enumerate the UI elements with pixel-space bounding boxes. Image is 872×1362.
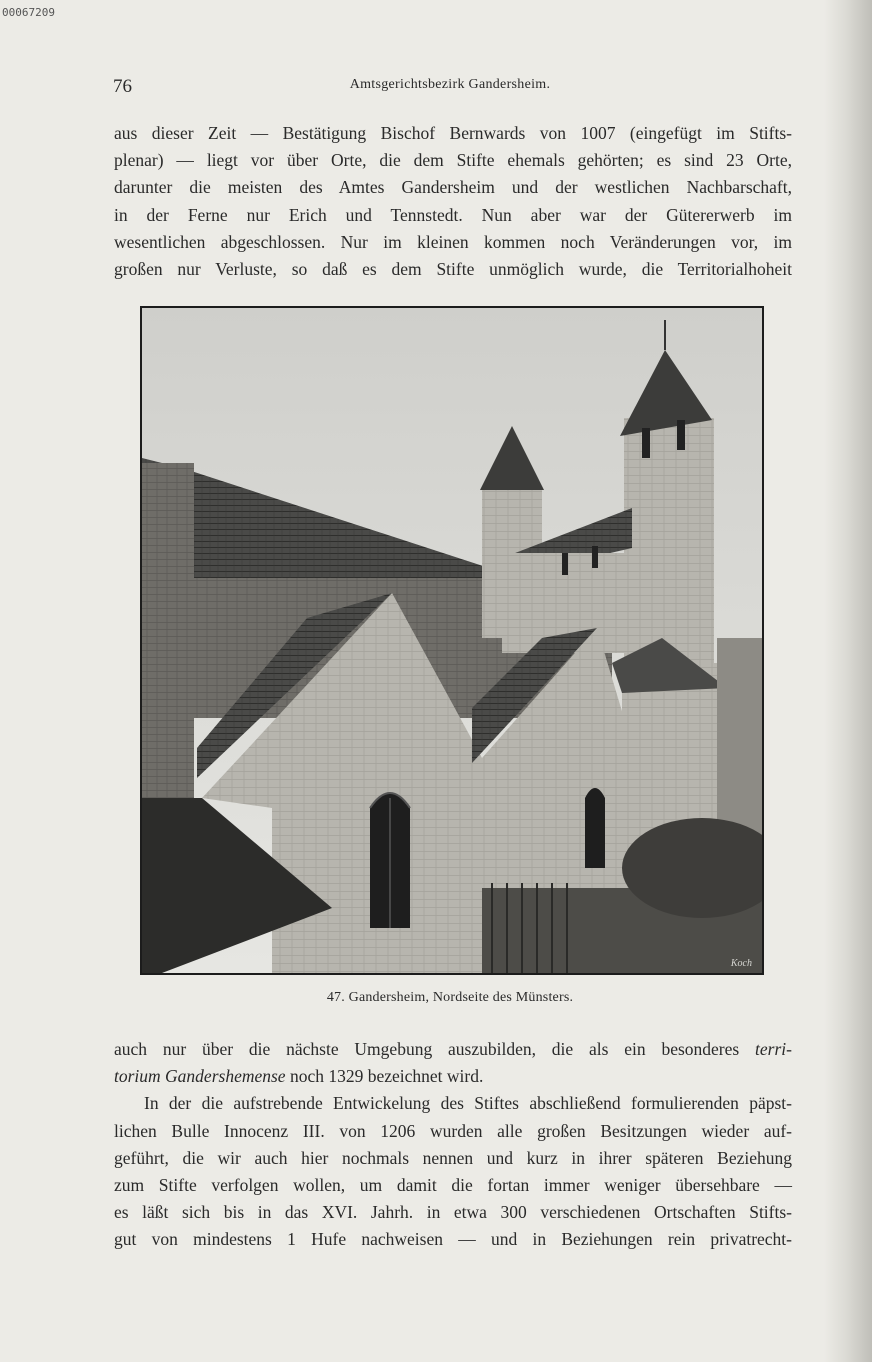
- italic-term: torium Gandershemense: [114, 1066, 286, 1087]
- page-number: 76: [113, 76, 132, 97]
- church-illustration: [142, 308, 762, 973]
- text-run: auch nur über die nächste Umgebung auszubilden, die als ein besonderes: [114, 1039, 740, 1059]
- text-line: geführt, die wir auch hier nochmals nennen und kurz in ihrer späteren Beziehung: [114, 1147, 792, 1168]
- text-line: plenar) — liegt vor über Orte, die dem Stifte ehemals gehörten; es sind 23 Orte,: [114, 150, 792, 171]
- text-line: gut von mindestens 1 Hufe nachweisen — und in Beziehungen rein privatrecht-: [114, 1229, 792, 1250]
- text-run: noch 1329 bezeichnet wird.: [289, 1066, 484, 1087]
- page-edge-shadow: [824, 0, 872, 1362]
- text-line: [114, 1063, 792, 1090]
- text-line: In der die aufstrebende Entwickelung des Stiftes abschließend formulierenden päpst-: [144, 1093, 792, 1114]
- text-line: lichen Bulle Innocenz III. von 1206 wurden alle großen Besitzungen wieder auf-: [114, 1120, 792, 1141]
- paragraph-bottom: [114, 1036, 792, 1254]
- text-line: in der Ferne nur Erich und Tennstedt. Nun aber war der Gütererwerb im: [114, 204, 792, 225]
- scan-id: 00067209: [2, 6, 55, 19]
- text-line: [114, 1036, 792, 1063]
- figure-caption: 47. Gandersheim, Nordseite des Münsters.: [326, 990, 574, 1005]
- figure-photograph: [140, 306, 764, 975]
- text-line: es läßt sich bis in das XVI. Jahrh. in etwa 300 verschiedenen Ortschaften Stifts-: [114, 1202, 792, 1223]
- photo-signature: Koch: [730, 958, 752, 969]
- text-line: darunter die meisten des Amtes Gandersheim und der westlichen Nachbarschaft,: [114, 177, 792, 198]
- text-line: wesentlichen abgeschlossen. Nur im kleinen kommen noch Veränderungen vor, im: [114, 231, 792, 252]
- italic-term: terri-: [755, 1039, 792, 1059]
- text-line: großen nur Verluste, so daß es dem Stifte unmöglich wurde, die Territorialhoheit: [114, 259, 792, 280]
- text-line: zum Stifte verfolgen wollen, um damit die fortan immer weniger übersehbare —: [114, 1175, 792, 1196]
- text-line: aus dieser Zeit — Bestätigung Bischof Bernwards von 1007 (eingefügt im Stifts-: [114, 123, 792, 143]
- paragraph-top: [114, 120, 792, 283]
- running-title: Amtsgerichtsbezirk Gandersheim.: [349, 77, 551, 92]
